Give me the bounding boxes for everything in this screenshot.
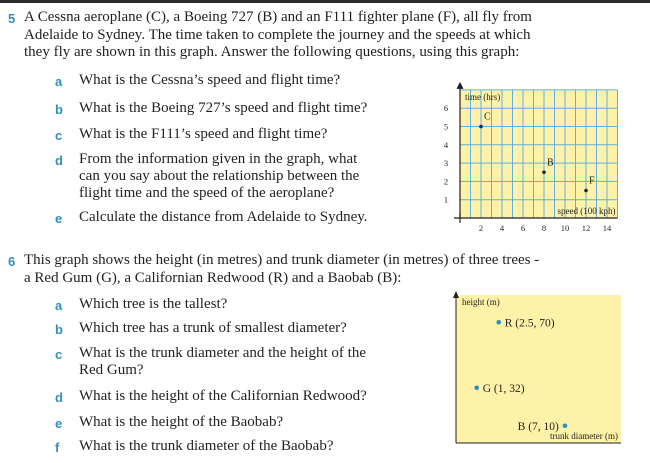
part-text: What is the Cessna’s speed and flight time? [79,72,341,88]
flight-time-speed-chart [440,80,620,235]
y-tick-label: 4 [443,139,449,150]
x-tick-label: 4 [499,223,505,233]
part-letter: d [55,390,63,405]
part-letter: a [55,298,63,313]
data-point-label: B (7, 10) [517,420,559,433]
data-point [542,170,546,174]
y-tick-label: 1 [443,194,449,205]
x-tick-label: 12 [581,223,591,233]
intro-line: This graph shows the height (in metres) and trunk diameter (in metres) of three trees - [24,252,540,268]
y-axis-arrow [453,291,459,298]
part-text: Which tree is the tallest? [79,296,228,312]
part-letter: b [55,322,63,337]
part-letter: a [55,74,63,89]
data-point-label: R (2.5, 70) [504,317,555,330]
y-axis-label: height (m) [462,297,500,307]
x-tick-label: 14 [602,223,612,233]
part-text: What is the height of the Baobab? [79,414,284,430]
part-text: What is the Boeing 727’s speed and flight time? [79,100,368,116]
part-text: Which tree has a trunk of smallest diameter? [79,320,347,336]
data-point [584,189,588,193]
part-text: What is the trunk diameter and the height of the [79,345,366,361]
data-point-label: F [589,175,595,187]
data-point [479,125,483,129]
question-number-6: 6 [8,254,16,269]
part-letter: f [55,440,60,455]
part-text-block [79,345,366,379]
y-tick-label: 6 [443,103,449,114]
x-tick-label: 6 [520,223,526,233]
part-letter: c [55,128,63,143]
data-point-label: G (1, 32) [482,382,525,395]
data-point-label: B [547,157,554,169]
top-rule [0,0,650,3]
intro-line: A Cessna aeroplane (C), a Boeing 727 (B) and an F111 fighter plane (F), all fly from [24,9,532,25]
x-axis-label: trunk diameter (m) [550,431,618,441]
data-point [563,423,568,428]
x-tick-label: 2 [478,223,484,233]
part-text: What is the trunk diameter of the Baobab? [79,438,334,454]
y-axis-label: time (hrs) [465,91,501,102]
part-text: From the information given in the graph, what [79,151,358,167]
data-point-label: C [484,111,491,123]
part-text: Calculate the distance from Adelaide to Sydney. [79,209,368,225]
x-axis-label: speed (100 kph) [557,206,616,216]
x-tick-label: 10 [560,223,570,233]
question-5-intro [24,9,532,62]
intro-line: a Red Gum (G), a Californian Redwood (R) and a Baobab (B): [24,269,402,286]
part-letter: b [55,102,63,117]
question-number-5: 5 [8,11,16,26]
part-text: flight time and the speed of the aeroplane? [79,185,335,201]
intro-line: they fly are shown in this graph. Answer the following questions, using this graph: [24,44,520,60]
tree-height-diameter-chart [450,290,625,460]
part-text: Red Gum? [79,362,144,378]
part-letter: c [55,347,63,362]
y-tick-label: 2 [443,176,449,187]
part-letter: e [55,416,63,431]
part-text-block [79,151,359,202]
part-letter: e [55,211,63,226]
data-point [474,386,479,391]
y-axis-arrow [457,82,464,89]
question-6-intro [24,252,539,287]
plot-background [460,90,618,218]
part-text: What is the F111’s speed and flight time? [79,126,328,142]
part-letter: d [55,153,63,168]
y-tick-label: 3 [443,158,449,169]
x-tick-label: 8 [541,223,547,233]
y-tick-label: 5 [443,121,449,132]
part-text: can you say about the relationship between the [79,168,360,184]
intro-line: Adelaide to Sydney. The time taken to complete the journey and the speeds at which [24,26,531,43]
data-point [496,320,501,325]
part-text: What is the height of the Californian Redwood? [79,388,367,404]
